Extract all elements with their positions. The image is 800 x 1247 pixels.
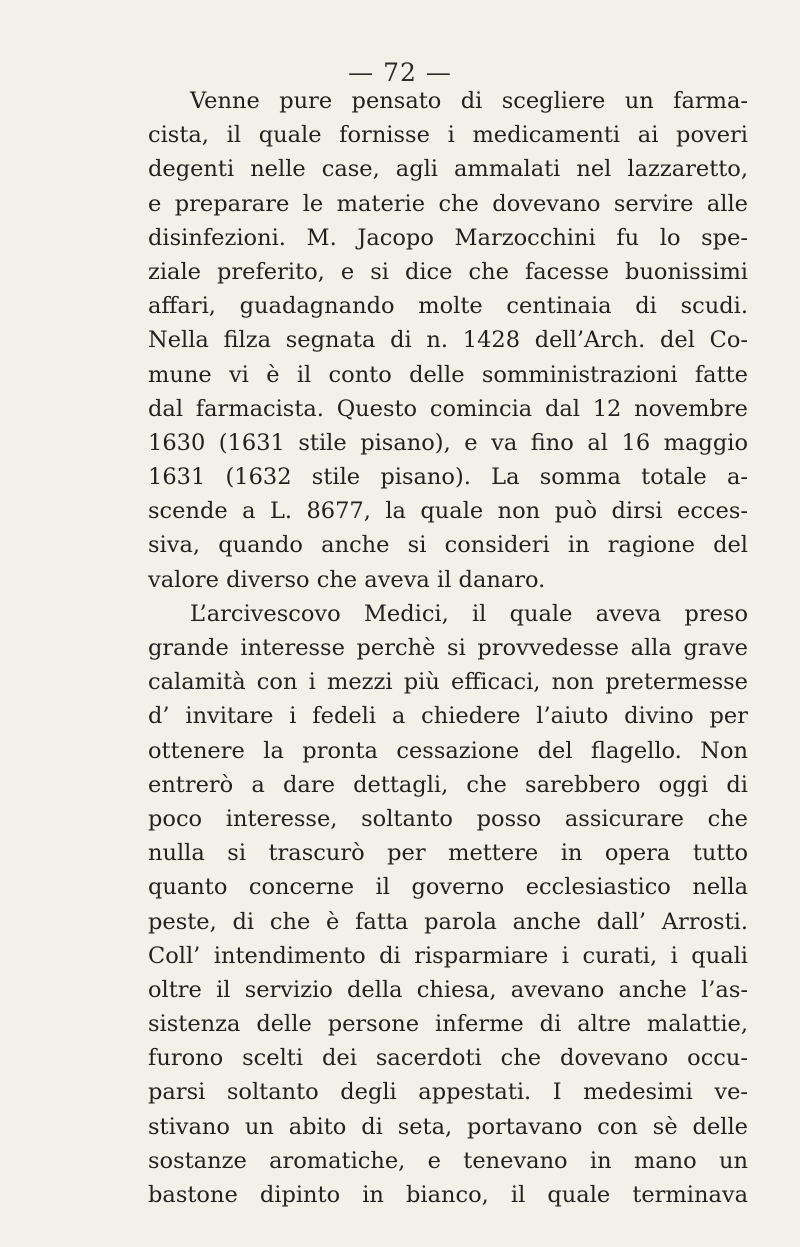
text-line: valore diverso che aveva il danaro. bbox=[148, 566, 546, 593]
text-line: quanto concerne il governo ecclesiastico nella bbox=[148, 874, 748, 901]
text-line: ottenere la pronta cessazione del flagello. Non bbox=[148, 737, 748, 764]
text-line: d’ invitare i fedeli a chiedere l’aiuto divino per bbox=[148, 703, 748, 730]
text-line: disinfezioni. M. Jacopo Marzocchini fu lo spe- bbox=[148, 224, 748, 251]
body-text bbox=[148, 84, 748, 1212]
text-line: nulla si trascurò per mettere in opera tutto bbox=[148, 840, 748, 867]
text-line: 1630 (1631 stile pisano), e va fino al 16 maggio bbox=[148, 429, 748, 456]
text-line: stivano un abito di seta, portavano con sè delle bbox=[148, 1113, 748, 1140]
text-line: parsi soltanto degli appestati. I medesimi ve- bbox=[148, 1079, 748, 1106]
text-line: degenti nelle case, agli ammalati nel lazzaretto, bbox=[148, 156, 748, 183]
text-line: sostanze aromatiche, e tenevano in mano un bbox=[148, 1147, 748, 1174]
page-number: — 72 — bbox=[348, 58, 452, 87]
text-line: Coll’ intendimento di risparmiare i curati, i quali bbox=[148, 942, 748, 969]
text-line: sistenza delle persone inferme di altre malattie, bbox=[148, 1011, 748, 1038]
text-line: calamità con i mezzi più efficaci, non pretermesse bbox=[148, 669, 748, 696]
text-line: furono scelti dei sacerdoti che dovevano occu- bbox=[148, 1045, 748, 1072]
text-line: L’arcivescovo Medici, il quale aveva preso bbox=[190, 600, 748, 627]
text-line: bastone dipinto in bianco, il quale terminava bbox=[148, 1182, 748, 1208]
text-line: dal farmacista. Questo comincia dal 12 novembre bbox=[148, 395, 748, 422]
text-line: peste, di che è fatta parola anche dall’ Arrosti. bbox=[148, 908, 748, 935]
text-line: oltre il servizio della chiesa, avevano anche l’as- bbox=[148, 976, 748, 1003]
text-line: scende a L. 8677, la quale non può dirsi ecces- bbox=[148, 498, 748, 525]
text-line: siva, quando anche si consideri in ragione del bbox=[148, 532, 748, 559]
text-line: cista, il quale fornisse i medicamenti ai poveri bbox=[148, 122, 748, 149]
text-line: ziale preferito, e si dice che facesse buonissimi bbox=[148, 258, 748, 285]
text-line: mune vi è il conto delle somministrazioni fatte bbox=[148, 361, 748, 388]
text-line: 1631 (1632 stile pisano). La somma totale a- bbox=[148, 464, 748, 491]
text-line: e preparare le materie che dovevano servire alle bbox=[148, 190, 748, 217]
text-line: grande interesse perchè si provvedesse alla grave bbox=[148, 635, 748, 661]
text-line: Nella filza segnata di n. 1428 dell’Arch. del Co- bbox=[148, 327, 748, 354]
text-line: Venne pure pensato di scegliere un farma- bbox=[190, 88, 748, 114]
text-line: affari, guadagnando molte centinaia di scudi. bbox=[148, 293, 748, 320]
text-line: entrerò a dare dettagli, che sarebbero oggi di bbox=[148, 771, 748, 798]
text-line: poco interesse, soltanto posso assicurare che bbox=[148, 805, 748, 832]
